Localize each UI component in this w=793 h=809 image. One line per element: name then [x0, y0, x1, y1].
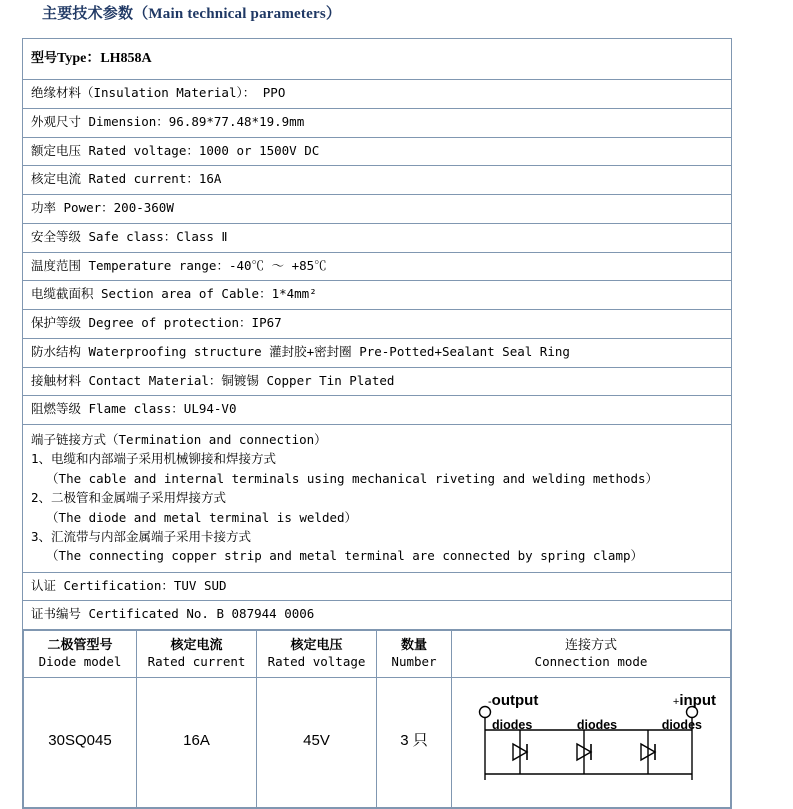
model-label-cn: 型号 [31, 50, 58, 65]
termination-line: 端子链接方式（Termination and connection） [31, 432, 327, 447]
diode-header-model-en: Diode model [38, 653, 122, 669]
diode-current-value: 16A [137, 677, 257, 807]
diode-header-number-cn: 数量 [400, 637, 427, 653]
diode-header-current [137, 631, 257, 677]
termination-line: （The connecting copper strip and metal terminal are connected by spring clamp） [31, 548, 643, 564]
connection-diagram-cell [452, 677, 731, 807]
diode-header-model [24, 631, 137, 677]
diagram-input-sign: + [672, 695, 680, 708]
diode-header-connection-en: Connection mode [534, 653, 648, 669]
spec-cable-section-area: 电缆截面积 Section area of Cable：1*4mm² [23, 281, 732, 310]
spec-waterproofing-structure: 防水结构 Waterproofing structure 灌封胶+密封圈 Pre-Potted+Sealant Seal Ring [23, 338, 732, 367]
model-separator: ： [86, 51, 101, 66]
model-value: LH858A [100, 51, 152, 66]
diode-header-connection [452, 631, 731, 677]
diagram-circuit-svg [460, 682, 750, 802]
diode-table-wrapper [23, 630, 732, 808]
termination-line: 2、二极管和金属端子采用焊接方式 [31, 490, 227, 506]
table-row [23, 572, 732, 601]
diode-label: diodes [492, 717, 533, 732]
termination-line: 3、汇流带与内部金属端子采用卡接方式 [31, 528, 252, 544]
spec-dimension: 外观尺寸 Dimension：96.89*77.48*19.9mm [23, 108, 732, 137]
model-cell [23, 39, 732, 80]
table-row [23, 281, 732, 310]
diode-model-value: 30SQ045 [24, 677, 137, 807]
diode-voltage-value: 45V [257, 677, 377, 807]
spec-temperature-range: 温度范围 Temperature range：-40℃ ～ +85℃ [23, 252, 732, 281]
diode-header-voltage-cn: 核定电压 [290, 637, 343, 653]
diode-label: diodes [661, 717, 702, 732]
table-row [23, 601, 732, 630]
diode-table-header-row [24, 631, 731, 677]
table-row [23, 367, 732, 396]
spec-contact-material: 接触材料 Contact Material：铜镀锡 Copper Tin Plated [23, 367, 732, 396]
termination-line: （The diode and metal terminal is welded） [31, 509, 358, 525]
termination-line: 1、电缆和内部端子采用机械铆接和焊接方式 [31, 451, 277, 467]
spec-table-body [23, 39, 732, 809]
diode-header-model-cn: 二极管型号 [47, 637, 113, 653]
spec-flame-class: 阻燃等级 Flame class：UL94-V0 [23, 396, 732, 425]
diode-header-voltage [257, 631, 377, 677]
diode-table [23, 630, 731, 807]
connection-diagram [460, 682, 722, 802]
diagram-output-text: output [491, 691, 539, 709]
diode-table-data-row [24, 677, 731, 807]
table-row [23, 252, 732, 281]
spec-termination-and-connection [23, 425, 732, 573]
input-terminal-icon [687, 706, 698, 717]
page-title: 主要技术参数（Main technical parameters） [42, 6, 342, 22]
table-row-diode-block [23, 630, 732, 808]
table-row [23, 195, 732, 224]
spec-certification: 认证 Certification：TUV SUD [23, 572, 732, 601]
diagram-output-sign: - [488, 695, 492, 708]
diode-number-value: 3 只 [377, 677, 452, 807]
spec-insulation-material: 绝缘材料（Insulation Material）： PPO [23, 80, 732, 109]
diode-label: diodes [576, 717, 618, 732]
spec-safe-class: 安全等级 Safe class：Class Ⅱ [23, 223, 732, 252]
diode-header-connection-cn: 连接方式 [564, 637, 617, 653]
table-row-termination [23, 425, 732, 573]
spec-rated-voltage: 额定电压 Rated voltage：1000 or 1500V DC [23, 137, 732, 166]
table-row [23, 108, 732, 137]
spec-degree-of-protection: 保护等级 Degree of protection：IP67 [23, 310, 732, 339]
specifications-table [22, 38, 732, 809]
diode-header-number-en: Number [391, 653, 437, 669]
termination-line: （The cable and internal terminals using mechanical riveting and welding methods） [31, 470, 659, 486]
table-row [23, 310, 732, 339]
diagram-input-text: input [679, 691, 716, 709]
table-row [23, 80, 732, 109]
model-label-en: Type [57, 51, 87, 66]
output-terminal-icon [480, 706, 491, 717]
diode-table-body [24, 631, 731, 807]
diode-header-number [377, 631, 452, 677]
table-row [23, 166, 732, 195]
table-row [23, 396, 732, 425]
diode-header-current-cn: 核定电流 [170, 637, 223, 653]
spec-power: 功率 Power：200-360W [23, 195, 732, 224]
table-row [23, 223, 732, 252]
table-row-model [23, 39, 732, 80]
table-row [23, 137, 732, 166]
table-row [23, 338, 732, 367]
spec-rated-current: 核定电流 Rated current：16A [23, 166, 732, 195]
diode-header-voltage-en: Rated voltage [267, 653, 366, 669]
diode-header-current-en: Rated current [147, 653, 246, 669]
spec-certificate-number: 证书编号 Certificated No. B 087944 0006 [23, 601, 732, 630]
